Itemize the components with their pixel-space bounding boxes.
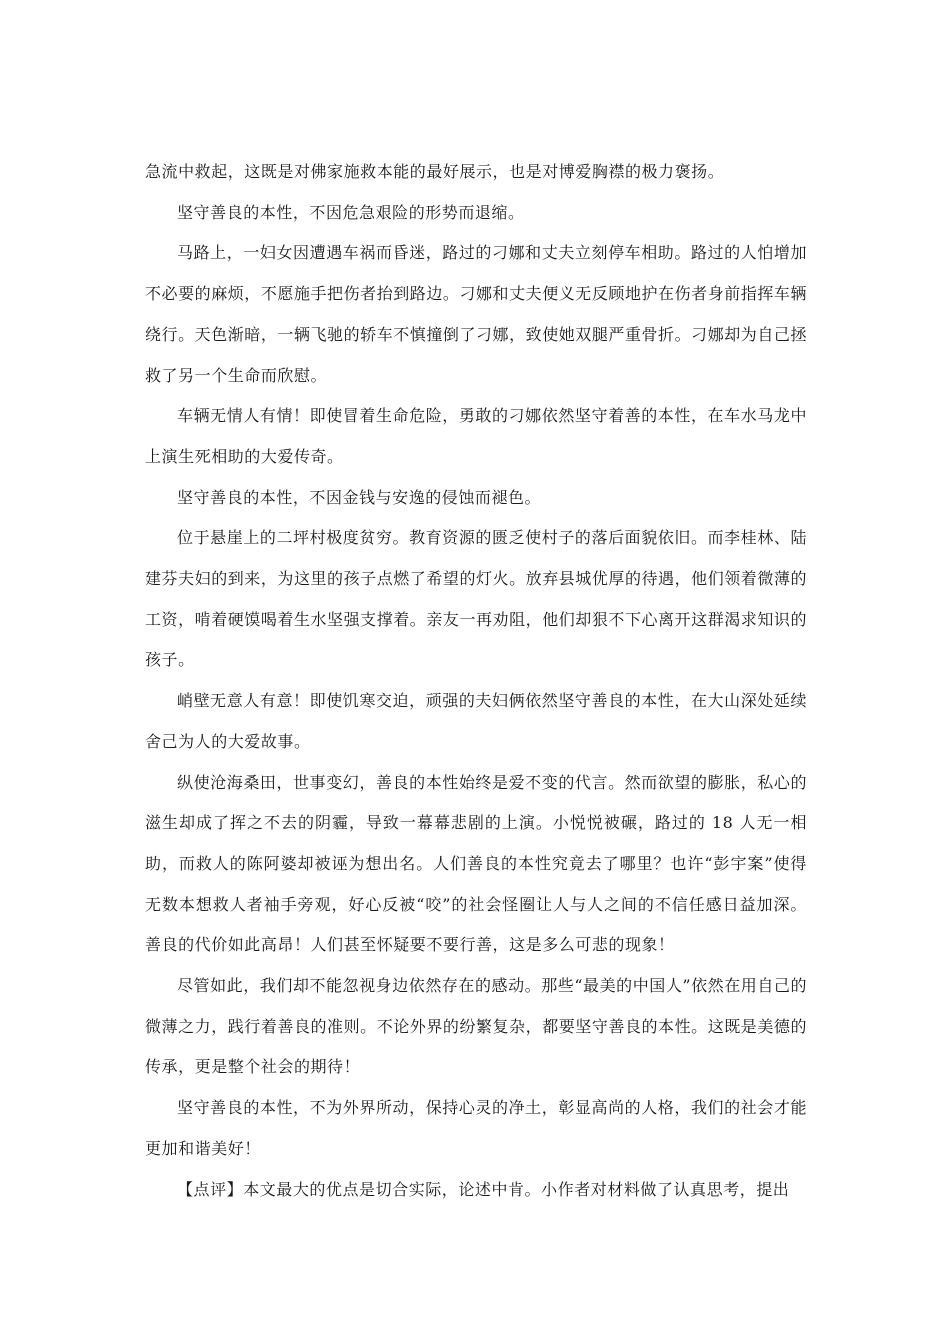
paragraph-turn: 尽管如此，我们却不能忽视身边依然存在的感动。那些“最美的中国人”依然在用自己的微薄之力，践行着善良的准则。不论外界的纷繁复杂，都要坚守善良的本性。这既是美德的传承，更是整个社会的期待！ (145, 976, 808, 1077)
paragraph-conclusion: 坚守善良的本性，不为外界所动，保持心灵的净土，彰显高尚的人格，我们的社会才能更加和谐美好！ (145, 1098, 807, 1158)
paragraph-example-1: 马路上，一妇女因遭遇车祸而昏迷，路过的刁娜和丈夫立刻停车相助。路过的人怕增加不必要的麻烦，不愿施手把伤者抬到路边。刁娜和丈夫便义无反顾地护在伤者身前指挥车辆绕行。天色渐暗，一辆飞驰的轿车不慎撞倒了刁娜，致使她双腿严重骨折。刁娜却为自己拯救了另一个生命而欣慰。 (145, 243, 808, 385)
paragraph-contrast: 纵使沧海桑田，世事变幻，善良的本性始终是爱不变的代言。然而欲望的膨胀，私心的滋生却成了挥之不去的阴霾，导致一幕幕悲剧的上演。小悦悦被碾，路过的 18 人无一相助，而救人的陈阿婆却被诬为想出名。人们善良的本性究竟去了哪里？也许“彭宇案”使得无数本想救人者袖手旁观，好心反被“咬”的社会怪圈让人与人之间的不信任感日益加深。善良的代价如此高昂！人们甚至怀疑要不要行善，这是多么可悲的现象！ (145, 772, 807, 955)
paragraph-thesis-1: 坚守善良的本性，不因危急艰险的形势而退缩。 (177, 202, 525, 222)
paragraph-comment-2: 峭壁无意人有意！即使饥寒交迫，顽强的夫妇俩依然坚守善良的本性，在大山深处延续舍己为人的大爱故事。 (145, 691, 807, 751)
paragraph-continuation: 急流中救起，这既是对佛家施救本能的最好展示，也是对博爱胸襟的极力褒扬。 (145, 162, 725, 181)
paragraph-comment-1: 车辆无情人有情！即使冒着生命危险，勇敢的刁娜依然坚守着善的本性，在车水马龙中上演生死相助的大爱传奇。 (145, 406, 807, 466)
paragraph-example-2: 位于悬崖上的二坪村极度贫穷。教育资源的匮乏使村子的落后面貌依旧。而李桂林、陆建芬夫妇的到来，为这里的孩子点燃了希望的灯火。放弃县城优厚的待遇，他们领着微薄的工资，啃着硬馍喝着生水坚强支撑着。亲友一再劝阻，他们却狠不下心离开这群渴求知识的孩子。 (145, 528, 808, 670)
essay-body (145, 152, 807, 1210)
paragraph-thesis-2: 坚守善良的本性，不因金钱与安逸的侵蚀而褪色。 (177, 487, 542, 507)
paragraph-review: 【点评】本文最大的优点是切合实际，论述中肯。小作者对材料做了认真思考，提出 (177, 1179, 790, 1199)
